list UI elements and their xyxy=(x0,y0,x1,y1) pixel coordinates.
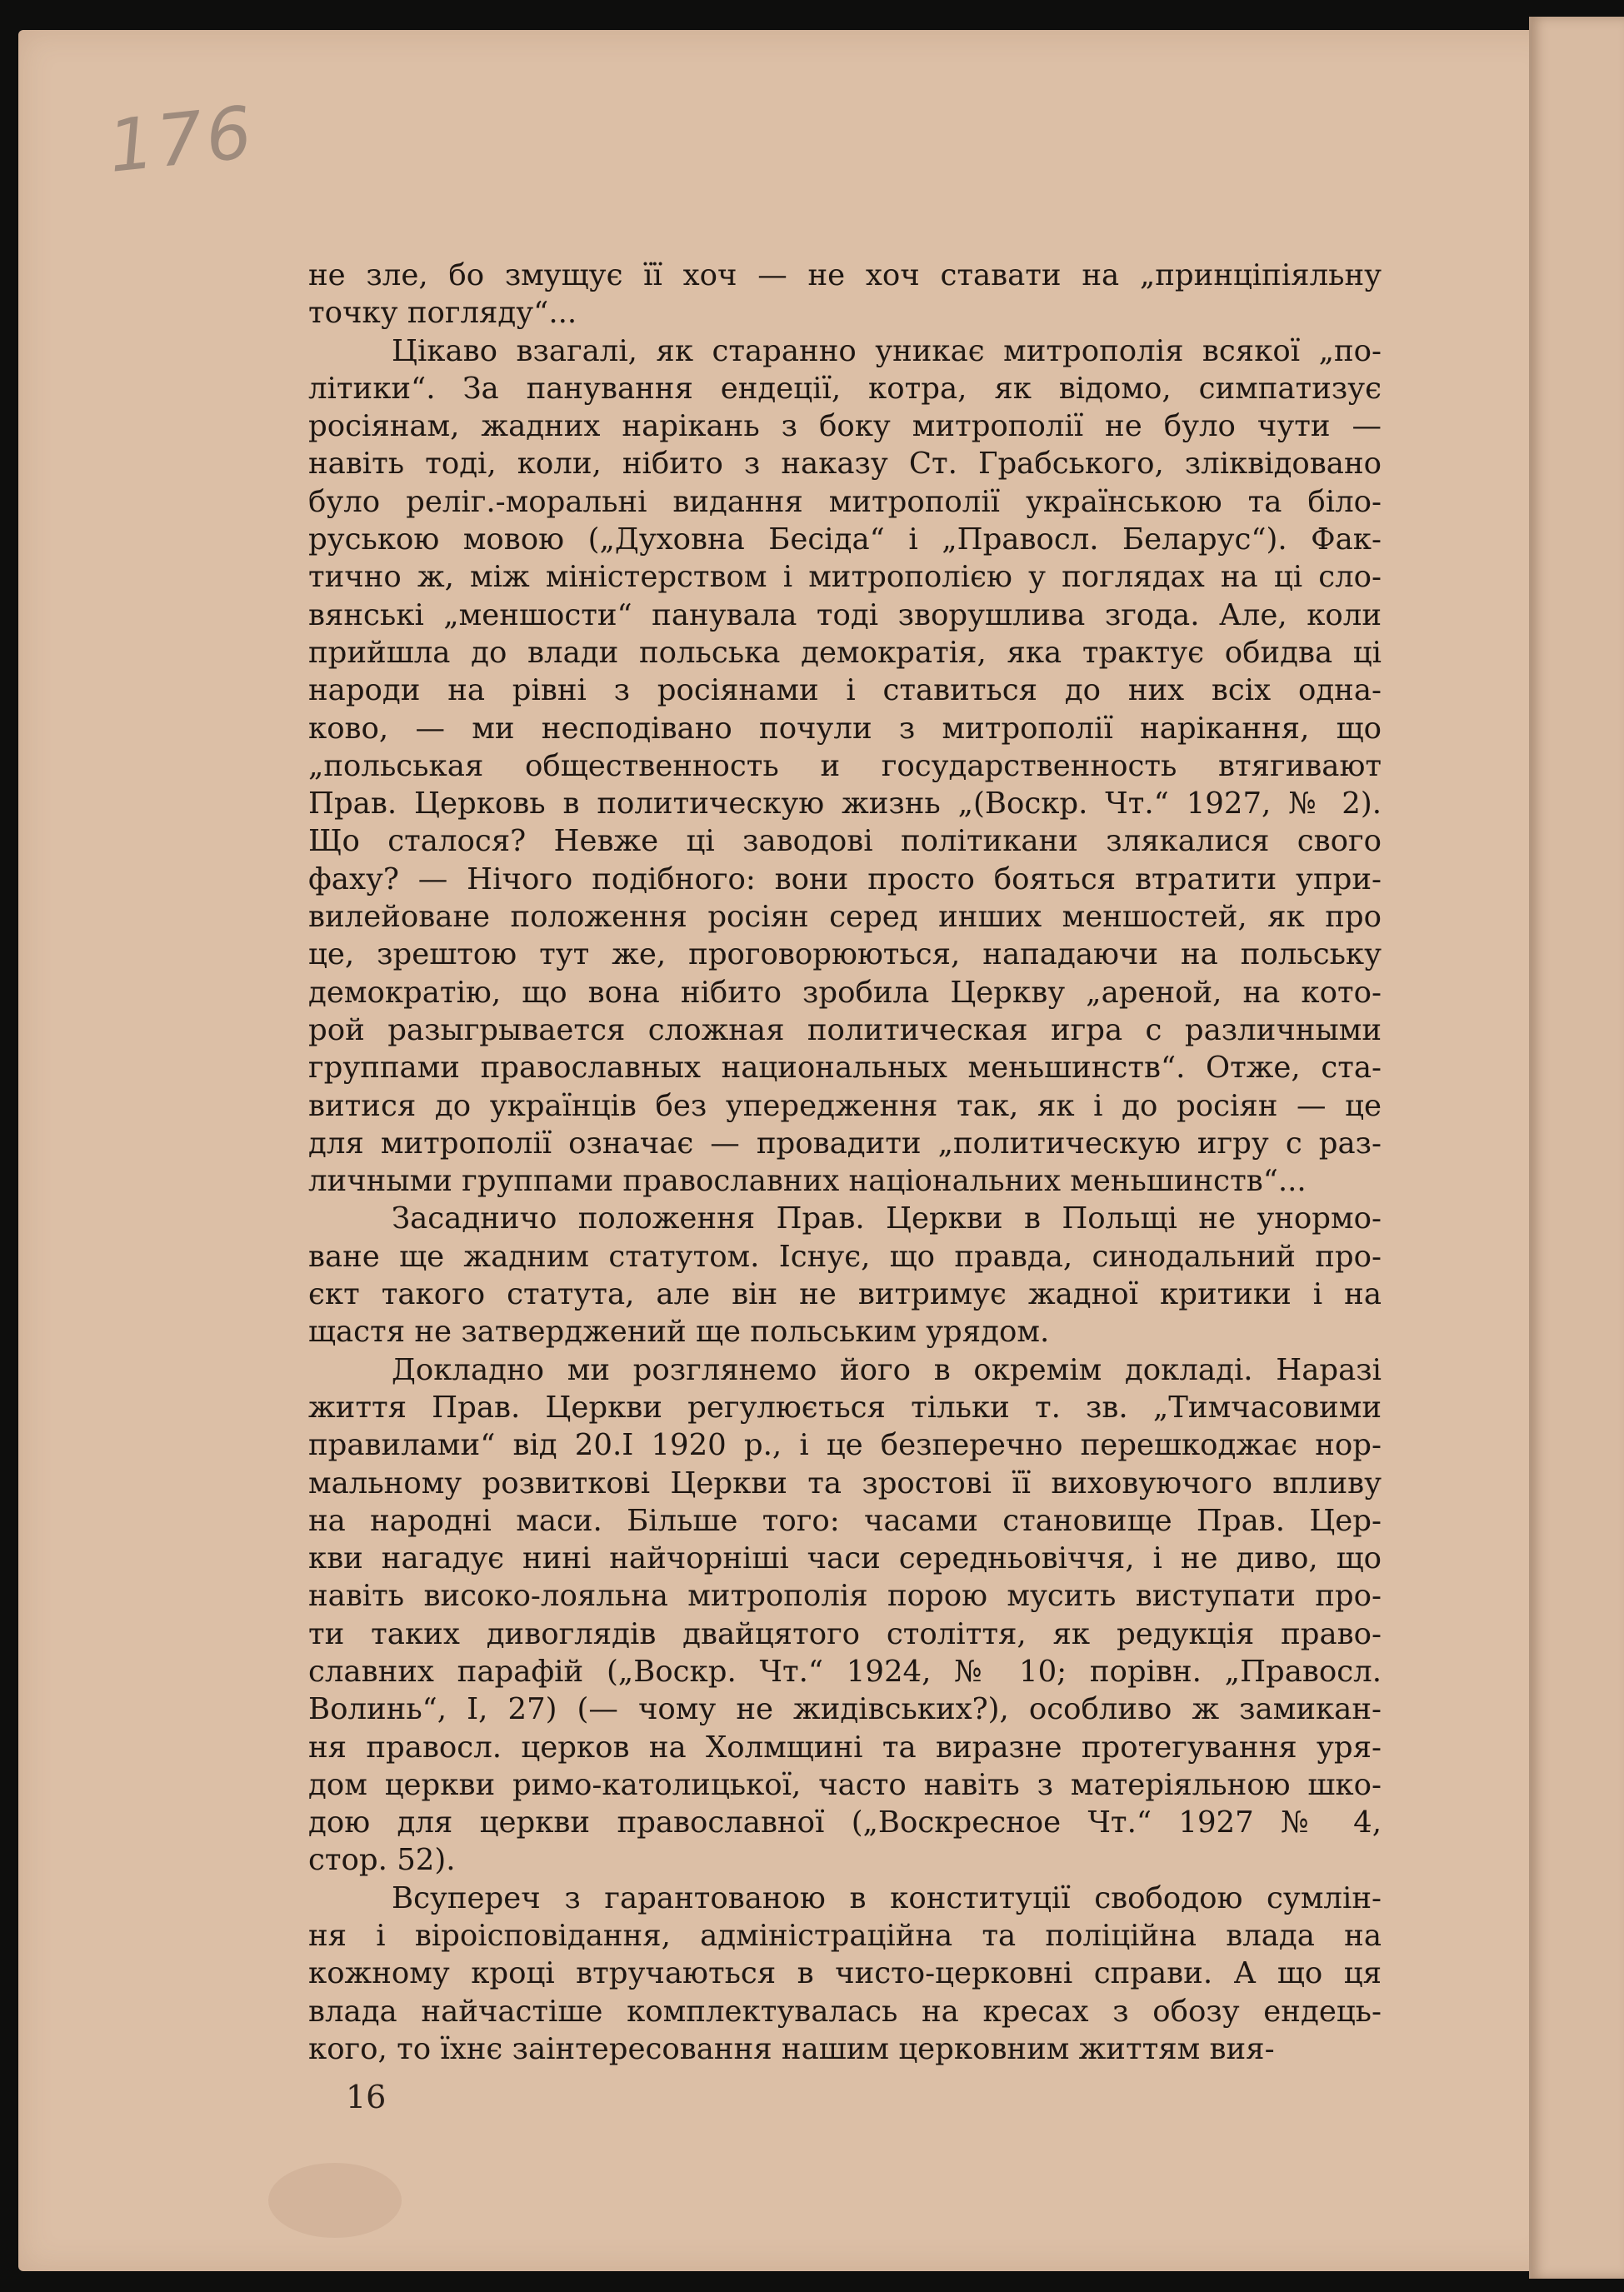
text-line: ня і віроісповідання, адміністраційна та поліційна влада на xyxy=(308,1919,1382,1954)
text-line: для митрополії означає — провадити „политическую игру с раз- xyxy=(308,1126,1382,1161)
paragraph xyxy=(308,1351,1382,1880)
handwritten-folio-note: 176 xyxy=(104,91,259,189)
text-line: точку погляду“... xyxy=(308,296,577,331)
next-page-edge xyxy=(1529,17,1624,2279)
paper-stain xyxy=(268,2163,402,2238)
text-line: кожному кроці втручаються в чисто-церковні справи. А що ця xyxy=(308,1956,1382,1991)
text-line: ване ще жадним статутом. Існує, що правда, синодальний про- xyxy=(308,1239,1382,1274)
text-line: вянські „меншости“ панувала тоді зворушлива згода. Але, коли xyxy=(308,597,1382,632)
text-line: кого, то їхнє заінтересовання нашим церковним життям вия- xyxy=(308,2031,1275,2066)
text-line: навіть високо-лояльна митрополія порою мусить виступати про- xyxy=(308,1579,1382,1614)
text-line: літики“. За панування ендеції, котра, як відомо, симпатизує xyxy=(308,371,1382,406)
text-line: вилейоване положення росіян серед инших меншостей, як про xyxy=(308,900,1382,935)
text-line: „польськая общественность и государственность втягивают xyxy=(308,748,1382,783)
text-line: Всупереч з гарантованою в конституції свободою сумлін- xyxy=(392,1880,1382,1915)
text-line: Цікаво взагалі, як старанно уникає митрополія всякої „по- xyxy=(392,333,1382,368)
text-line: життя Прав. Церкви регулюється тільки т. зв. „Тимчасовими xyxy=(308,1390,1382,1425)
text-line: на народні маси. Більше того: часами становище Прав. Цер- xyxy=(308,1503,1382,1538)
paragraph xyxy=(308,257,1382,332)
page-number: 16 xyxy=(346,2079,387,2115)
text-line: народи на рівні з росіянами і ставиться до них всіх одна- xyxy=(308,673,1382,708)
text-line: Докладно ми розглянемо його в окремім докладі. Наразі xyxy=(392,1352,1382,1387)
text-line: рой разыгрывается сложная политическая игра с различными xyxy=(308,1012,1382,1047)
text-line: єкт такого статута, але він не витримує жадної критики і на xyxy=(308,1277,1382,1312)
text-line: группами православных национальных меньшинств“. Отже, ста- xyxy=(308,1051,1382,1086)
text-line: ти таких дивоглядів двайцятого століття, як редукція право- xyxy=(308,1616,1382,1651)
text-line: ково, — ми несподівано почули з митрополії нарікання, що xyxy=(308,711,1382,746)
paragraph xyxy=(308,332,1382,1201)
body-text xyxy=(308,257,1382,2068)
text-line: щастя не затверджений ще польським урядом. xyxy=(308,1315,1050,1350)
text-line: витися до українців без упередження так, як і до росіян — це xyxy=(308,1088,1382,1123)
text-line: стор. 52). xyxy=(308,1843,456,1878)
text-line: Прав. Церковь в политическую жизнь „(Воскр. Чт.“ 1927, № 2). xyxy=(308,786,1382,821)
text-line: ня правосл. церков на Холмщині та виразне протегування уря- xyxy=(308,1730,1382,1765)
text-line: кви нагадує нині найчорніші часи середньовіччя, і не диво, що xyxy=(308,1541,1382,1576)
text-line: навіть тоді, коли, нібито з наказу Ст. Грабського, зліквідовано xyxy=(308,447,1382,482)
text-line: тично ж, між міністерством і митрополією у поглядах на ці сло- xyxy=(308,560,1382,595)
text-line: фаху? — Нічого подібного: вони просто бояться втратити упри- xyxy=(308,861,1382,896)
text-line: дою для церкви православної („Воскресное Чт.“ 1927 № 4, xyxy=(308,1805,1382,1840)
paragraph xyxy=(308,1200,1382,1351)
text-line: Волинь“, I, 27) (— чому не жидівських?), особливо ж замикан- xyxy=(308,1692,1382,1727)
text-line: личными группами православних національних меньшинств“... xyxy=(308,1164,1307,1199)
text-line: було реліг.-моральні видання митрополії українською та біло- xyxy=(308,484,1382,519)
text-line: славних парафій („Воскр. Чт.“ 1924, № 10; порівн. „Правосл. xyxy=(308,1654,1382,1689)
text-line: це, зрештою тут же, проговорюються, нападаючи на польську xyxy=(308,937,1382,972)
text-line: мальному розвиткові Церкви та зростові її виховуючого впливу xyxy=(308,1466,1382,1501)
text-line: влада найчастіше комплектувалась на кресах з обозу ендець- xyxy=(308,1994,1382,2029)
text-line: демократію, що вона нібито зробила Церкву „ареной, на кото- xyxy=(308,975,1382,1010)
text-line: не зле, бо змущує її хоч — не хоч ставати на „принціпіяльну xyxy=(308,258,1382,292)
text-line: росіянам, жадних нарікань з боку митрополії не було чути — xyxy=(308,409,1382,444)
text-line: Засадничо положення Прав. Церкви в Польщі не унормо- xyxy=(392,1201,1382,1236)
text-line: руською мовою („Духовна Бесіда“ і „Правосл. Беларус“). Фак- xyxy=(308,522,1382,557)
paragraph xyxy=(308,1880,1382,2068)
text-line: Що сталося? Невже ці заводові політикани злякалися свого xyxy=(308,824,1382,859)
text-line: прийшла до влади польська демократія, яка трактує обидва ці xyxy=(308,635,1382,670)
text-line: правилами“ від 20.I 1920 р., і це безперечно перешкоджає нор- xyxy=(308,1428,1382,1463)
text-line: дом церкви римо-католицької, часто навіть з матеріяльною шко- xyxy=(308,1767,1382,1802)
